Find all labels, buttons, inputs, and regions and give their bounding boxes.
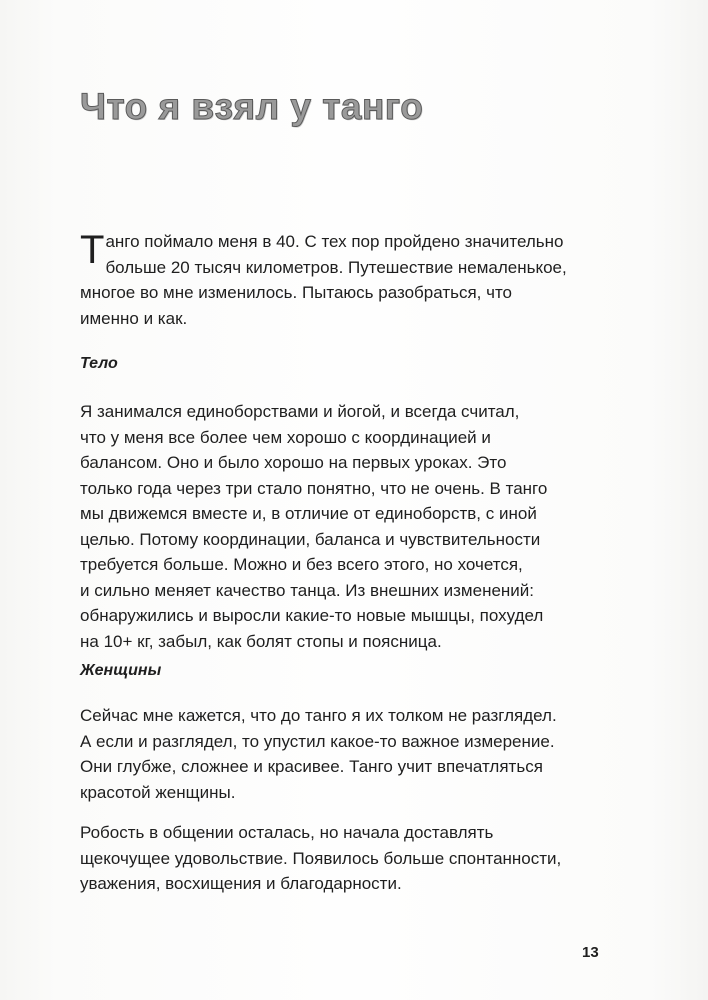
page-number: 13 — [582, 944, 599, 961]
women-paragraph-1: Сейчас мне кажется, что до танго я их толком не разглядел. А если и разглядел, то упустил какое-то важное измерение. Они глубже, сложнее и красивее. Танго учит впечатляться красотой женщины. — [80, 706, 557, 802]
section-heading-body: Тело — [80, 355, 118, 372]
women-paragraph-2: Робость в общении осталась, но начала доставлять щекочущее удовольствие. Появилось больше спонтанности, уважения, восхищения и благодарности. — [80, 823, 562, 893]
drop-cap: Т — [80, 228, 105, 272]
section-heading-women: Женщины — [80, 662, 162, 679]
chapter-title: Что я взял у танго — [80, 86, 424, 127]
body-paragraph: Я занимался единоборствами и йогой, и всегда считал, что у меня все более чем хорошо с координацией и балансом. Оно и было хорошо на первых уроках. Это только года через три стало понятно, что не очень. В танго мы движемся вместе и, в отличие от единоборств, с иной целью. Потому координации, баланса и чувствительности требуется больше. Можно и без всего этого, но хочется, и сильно меняет качество танца. Из внешних изменений: обнаружились и выросли какие-то новые мышцы, похудел на 10+ кг, забыл, как болят стопы и поясница. — [80, 402, 548, 651]
intro-paragraph — [80, 229, 640, 331]
intro-text: анго поймало меня в 40. С тех пор пройдено значительно больше 20 тысяч километров. Путешествие немаленькое, многое во мне изменилось. Пытаюсь разобраться, что именно и как. — [80, 232, 567, 328]
